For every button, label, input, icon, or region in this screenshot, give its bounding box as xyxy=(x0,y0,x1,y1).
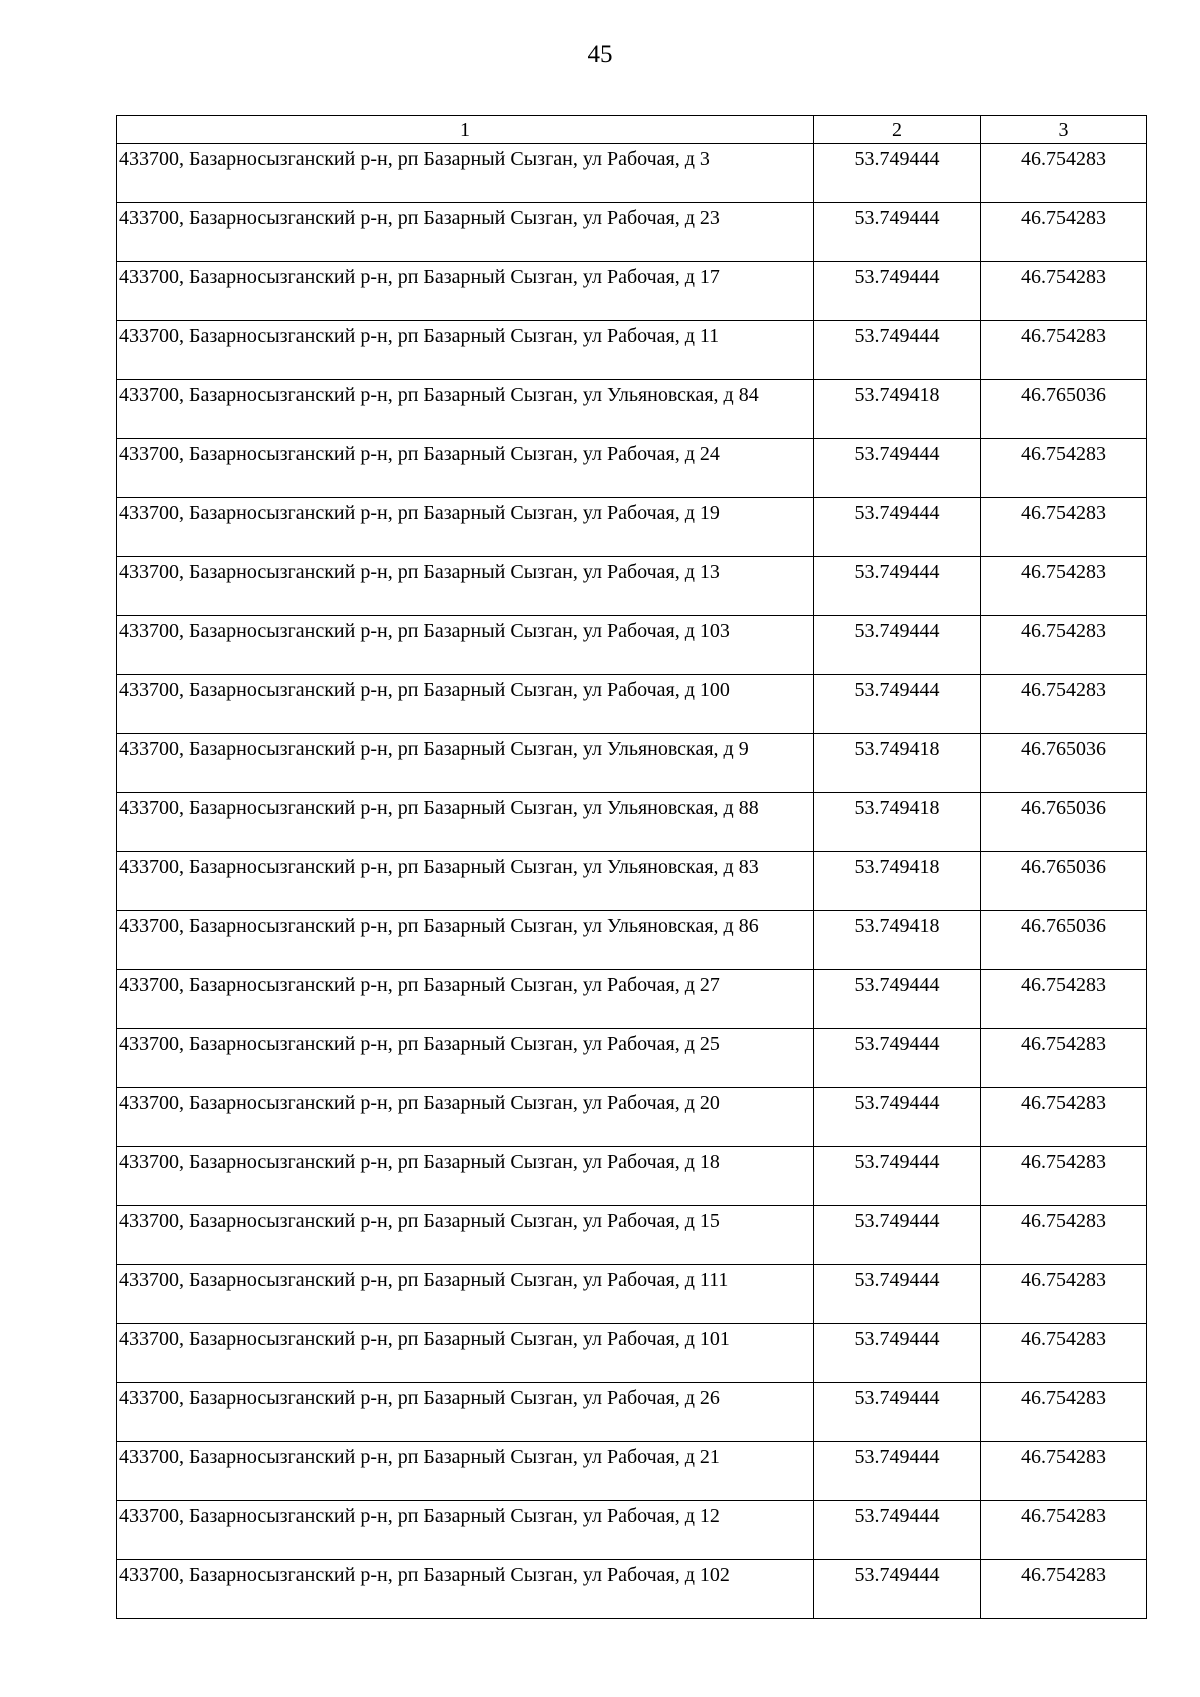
table-row xyxy=(117,616,1147,675)
latitude-cell: 53.749444 xyxy=(814,616,981,675)
address-cell: 433700, Базарносызганский р-н, рп Базарный Сызган, ул Рабочая, д 103 xyxy=(117,616,814,675)
table-row xyxy=(117,1560,1147,1619)
table-row xyxy=(117,970,1147,1029)
table-row xyxy=(117,262,1147,321)
latitude-cell: 53.749444 xyxy=(814,1560,981,1619)
address-cell: 433700, Базарносызганский р-н, рп Базарный Сызган, ул Ульяновская, д 9 xyxy=(117,734,814,793)
longitude-cell: 46.754283 xyxy=(981,203,1147,262)
latitude-cell: 53.749418 xyxy=(814,734,981,793)
latitude-cell: 53.749444 xyxy=(814,1501,981,1560)
address-cell: 433700, Базарносызганский р-н, рп Базарный Сызган, ул Рабочая, д 13 xyxy=(117,557,814,616)
table-row xyxy=(117,321,1147,380)
address-cell: 433700, Базарносызганский р-н, рп Базарный Сызган, ул Рабочая, д 101 xyxy=(117,1324,814,1383)
latitude-cell: 53.749444 xyxy=(814,557,981,616)
address-cell: 433700, Базарносызганский р-н, рп Базарный Сызган, ул Рабочая, д 21 xyxy=(117,1442,814,1501)
latitude-cell: 53.749418 xyxy=(814,911,981,970)
table-row xyxy=(117,911,1147,970)
column-header-longitude: 3 xyxy=(981,116,1147,144)
address-cell: 433700, Базарносызганский р-н, рп Базарный Сызган, ул Рабочая, д 26 xyxy=(117,1383,814,1442)
table-row xyxy=(117,793,1147,852)
table-row xyxy=(117,1383,1147,1442)
table-row xyxy=(117,1206,1147,1265)
latitude-cell: 53.749444 xyxy=(814,1442,981,1501)
table-row xyxy=(117,734,1147,793)
longitude-cell: 46.765036 xyxy=(981,793,1147,852)
longitude-cell: 46.754283 xyxy=(981,970,1147,1029)
address-cell: 433700, Базарносызганский р-н, рп Базарный Сызган, ул Рабочая, д 19 xyxy=(117,498,814,557)
longitude-cell: 46.754283 xyxy=(981,1442,1147,1501)
longitude-cell: 46.754283 xyxy=(981,498,1147,557)
table-row xyxy=(117,852,1147,911)
table-row xyxy=(117,1088,1147,1147)
column-header-latitude: 2 xyxy=(814,116,981,144)
address-cell: 433700, Базарносызганский р-н, рп Базарный Сызган, ул Рабочая, д 3 xyxy=(117,144,814,203)
table-body xyxy=(117,144,1147,1619)
address-cell: 433700, Базарносызганский р-н, рп Базарный Сызган, ул Рабочая, д 25 xyxy=(117,1029,814,1088)
table-row xyxy=(117,557,1147,616)
latitude-cell: 53.749444 xyxy=(814,1324,981,1383)
address-cell: 433700, Базарносызганский р-н, рп Базарный Сызган, ул Ульяновская, д 86 xyxy=(117,911,814,970)
latitude-cell: 53.749444 xyxy=(814,321,981,380)
address-cell: 433700, Базарносызганский р-н, рп Базарный Сызган, ул Рабочая, д 18 xyxy=(117,1147,814,1206)
latitude-cell: 53.749444 xyxy=(814,675,981,734)
table-row xyxy=(117,1324,1147,1383)
table-row xyxy=(117,144,1147,203)
address-cell: 433700, Базарносызганский р-н, рп Базарный Сызган, ул Рабочая, д 111 xyxy=(117,1265,814,1324)
address-cell: 433700, Базарносызганский р-н, рп Базарный Сызган, ул Рабочая, д 23 xyxy=(117,203,814,262)
longitude-cell: 46.754283 xyxy=(981,1560,1147,1619)
address-cell: 433700, Базарносызганский р-н, рп Базарный Сызган, ул Рабочая, д 11 xyxy=(117,321,814,380)
table-row xyxy=(117,498,1147,557)
latitude-cell: 53.749418 xyxy=(814,793,981,852)
address-cell: 433700, Базарносызганский р-н, рп Базарный Сызган, ул Рабочая, д 102 xyxy=(117,1560,814,1619)
longitude-cell: 46.754283 xyxy=(981,1206,1147,1265)
address-cell: 433700, Базарносызганский р-н, рп Базарный Сызган, ул Рабочая, д 15 xyxy=(117,1206,814,1265)
longitude-cell: 46.754283 xyxy=(981,1029,1147,1088)
header-row xyxy=(117,116,1147,144)
address-cell: 433700, Базарносызганский р-н, рп Базарный Сызган, ул Ульяновская, д 84 xyxy=(117,380,814,439)
table-row xyxy=(117,380,1147,439)
longitude-cell: 46.754283 xyxy=(981,1088,1147,1147)
longitude-cell: 46.765036 xyxy=(981,911,1147,970)
longitude-cell: 46.754283 xyxy=(981,1147,1147,1206)
longitude-cell: 46.765036 xyxy=(981,380,1147,439)
table-row xyxy=(117,1029,1147,1088)
table-row xyxy=(117,1265,1147,1324)
latitude-cell: 53.749444 xyxy=(814,1206,981,1265)
longitude-cell: 46.754283 xyxy=(981,557,1147,616)
longitude-cell: 46.765036 xyxy=(981,734,1147,793)
longitude-cell: 46.754283 xyxy=(981,262,1147,321)
latitude-cell: 53.749418 xyxy=(814,380,981,439)
longitude-cell: 46.754283 xyxy=(981,1324,1147,1383)
latitude-cell: 53.749444 xyxy=(814,144,981,203)
latitude-cell: 53.749444 xyxy=(814,203,981,262)
latitude-cell: 53.749444 xyxy=(814,262,981,321)
longitude-cell: 46.754283 xyxy=(981,675,1147,734)
latitude-cell: 53.749418 xyxy=(814,852,981,911)
latitude-cell: 53.749444 xyxy=(814,498,981,557)
address-cell: 433700, Базарносызганский р-н, рп Базарный Сызган, ул Рабочая, д 24 xyxy=(117,439,814,498)
longitude-cell: 46.754283 xyxy=(981,321,1147,380)
page-number: 45 xyxy=(587,41,613,68)
address-cell: 433700, Базарносызганский р-н, рп Базарный Сызган, ул Рабочая, д 12 xyxy=(117,1501,814,1560)
longitude-cell: 46.754283 xyxy=(981,1501,1147,1560)
address-cell: 433700, Базарносызганский р-н, рп Базарный Сызган, ул Рабочая, д 100 xyxy=(117,675,814,734)
longitude-cell: 46.765036 xyxy=(981,852,1147,911)
longitude-cell: 46.754283 xyxy=(981,616,1147,675)
table-header xyxy=(117,116,1147,144)
longitude-cell: 46.754283 xyxy=(981,1265,1147,1324)
column-header-address: 1 xyxy=(117,116,814,144)
latitude-cell: 53.749444 xyxy=(814,1029,981,1088)
table-row xyxy=(117,1442,1147,1501)
longitude-cell: 46.754283 xyxy=(981,439,1147,498)
latitude-cell: 53.749444 xyxy=(814,1088,981,1147)
address-cell: 433700, Базарносызганский р-н, рп Базарный Сызган, ул Ульяновская, д 83 xyxy=(117,852,814,911)
table-row xyxy=(117,439,1147,498)
latitude-cell: 53.749444 xyxy=(814,970,981,1029)
longitude-cell: 46.754283 xyxy=(981,144,1147,203)
address-cell: 433700, Базарносызганский р-н, рп Базарный Сызган, ул Рабочая, д 27 xyxy=(117,970,814,1029)
table-row xyxy=(117,1501,1147,1560)
address-cell: 433700, Базарносызганский р-н, рп Базарный Сызган, ул Рабочая, д 17 xyxy=(117,262,814,321)
address-cell: 433700, Базарносызганский р-н, рп Базарный Сызган, ул Рабочая, д 20 xyxy=(117,1088,814,1147)
address-cell: 433700, Базарносызганский р-н, рп Базарный Сызган, ул Ульяновская, д 88 xyxy=(117,793,814,852)
table-row xyxy=(117,675,1147,734)
latitude-cell: 53.749444 xyxy=(814,1383,981,1442)
longitude-cell: 46.754283 xyxy=(981,1383,1147,1442)
address-coordinates-table xyxy=(116,115,1147,1619)
latitude-cell: 53.749444 xyxy=(814,1265,981,1324)
table-row xyxy=(117,1147,1147,1206)
latitude-cell: 53.749444 xyxy=(814,1147,981,1206)
table-row xyxy=(117,203,1147,262)
latitude-cell: 53.749444 xyxy=(814,439,981,498)
